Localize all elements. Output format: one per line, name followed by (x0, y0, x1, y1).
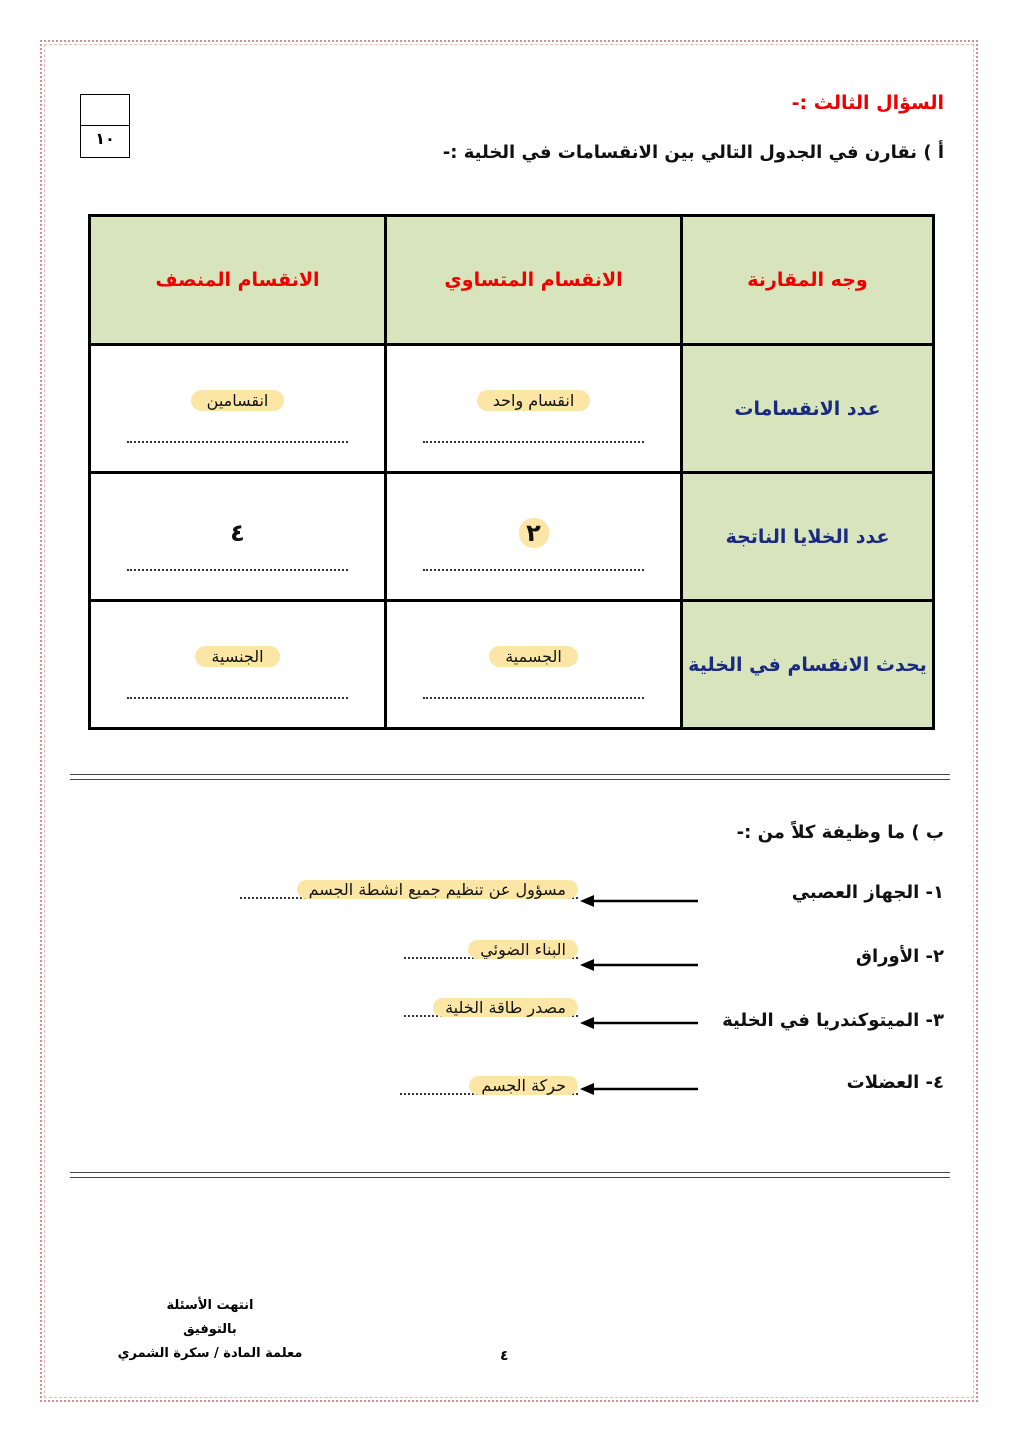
function-item: ٤- العضلات (846, 1072, 944, 1093)
row-label: يحدث الانقسام في الخلية (682, 601, 934, 729)
table-row (90, 601, 934, 729)
arrow-left-icon (580, 1016, 698, 1030)
arrow-left-icon (580, 894, 698, 908)
section-divider (70, 774, 950, 780)
answer-meiosis-cells: ٤ (230, 518, 245, 547)
page-number: ٤ (500, 1348, 509, 1364)
table-header-row (90, 216, 934, 345)
header-meiosis: الانقسام المنصف (90, 216, 386, 345)
comparison-table (88, 214, 935, 730)
row-label: عدد الانقسامات (682, 345, 934, 473)
arrow-left-icon (580, 958, 698, 972)
question-title: السؤال الثالث :- (791, 92, 944, 114)
header-mitosis: الانقسام المتساوي (386, 216, 682, 345)
function-answer: مسؤول عن تنظيم جميع انشطة الجسم (240, 880, 578, 899)
part-a-instruction: أ ) نقارن في الجدول التالي بين الانقسامات في الخلية :- (442, 142, 944, 163)
function-item: ٢- الأوراق (855, 946, 944, 967)
table-row (90, 345, 934, 473)
answer-mitosis-count: انقسام واحد (477, 390, 591, 411)
arrow-left-icon (580, 1082, 698, 1096)
header-comparison-aspect: وجه المقارنة (682, 216, 934, 345)
row-label: عدد الخلايا الناتجة (682, 473, 934, 601)
function-item: ١- الجهاز العصبي (791, 882, 944, 903)
footer-good-luck: بالتوفيق (183, 1322, 237, 1337)
answer-cell (90, 601, 386, 729)
table-row (90, 473, 934, 601)
answer-cell (90, 345, 386, 473)
answer-meiosis-location: الجنسية (195, 646, 279, 667)
answer-mitosis-location: الجسمية (489, 646, 578, 667)
score-value: ١٠ (95, 129, 115, 148)
part-b-instruction: ب ) ما وظيفة كلاً من :- (736, 822, 944, 843)
footer-end-text: انتهت الأسئلة (166, 1298, 254, 1313)
answer-cell (386, 345, 682, 473)
answer-meiosis-count: انقسامين (191, 390, 285, 411)
answer-cell (386, 601, 682, 729)
footer-teacher: معلمة المادة / سكرة الشمري (117, 1346, 303, 1361)
answer-cell (386, 473, 682, 601)
section-divider (70, 1172, 950, 1178)
function-answer: مصدر طاقة الخلية (404, 998, 578, 1017)
answer-cell (90, 473, 386, 601)
function-answer: حركة الجسم (400, 1076, 578, 1095)
answer-mitosis-cells: ٢ (519, 518, 549, 548)
score-box (80, 94, 130, 158)
function-answer: البناء الضوئي (404, 940, 578, 959)
function-item: ٣- الميتوكندريا في الخلية (722, 1010, 944, 1031)
